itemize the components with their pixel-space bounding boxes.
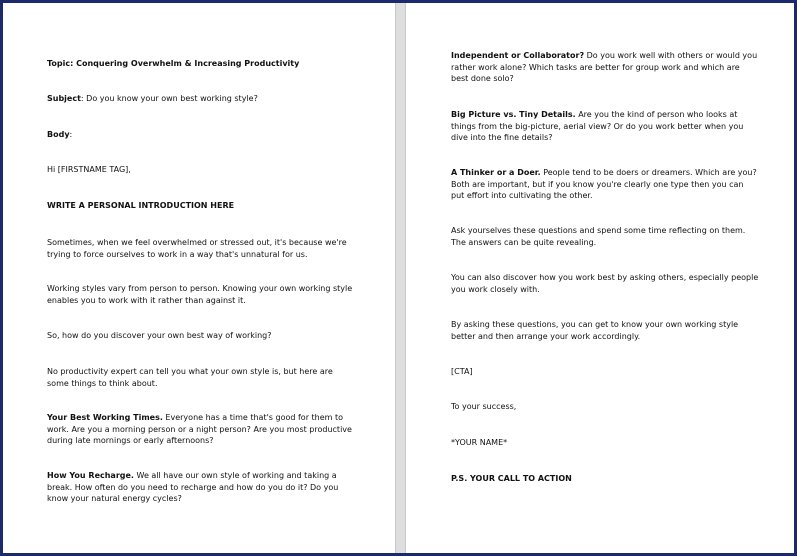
thinker-text: People tend to be doers or dreamers. Which are you? Both are important, but if you know you're clearly one type then you can put effort into cultivating the other.	[451, 168, 757, 200]
paragraph-asking: By asking these questions, you can get to know your own working style better and then arrange your work accordingly.	[451, 320, 739, 341]
working-times-section	[47, 412, 357, 447]
subject-label: Subject	[47, 94, 81, 103]
big-picture-text: Are you the kind of person who looks at things from the big-picture, aerial view? Or do you work better when you dive into the fine details?	[451, 110, 744, 142]
subject-text: : Do you know your own best working style?	[80, 94, 258, 103]
topic-line: Topic: Conquering Overwhelm & Increasing Productivity	[47, 59, 300, 68]
body-colon: :	[69, 130, 73, 139]
signoff: To your success,	[451, 402, 517, 411]
thinker-heading: A Thinker or a Doer.	[451, 168, 541, 177]
page-gutter	[395, 3, 406, 553]
paragraph-2: Working styles vary from person to person. Knowing your own working style enables you to work with it rather than against it.	[47, 284, 353, 305]
page-left	[3, 3, 395, 553]
greeting: Hi [FIRSTNAME TAG],	[47, 165, 131, 174]
thinker-section	[451, 167, 759, 202]
independent-heading: Independent or Collaborator?	[451, 51, 585, 60]
recharge-text: We all have our own style of working and taking a break. How often do you need to recharge and how do you do it? Do you know your natural energy cycles?	[47, 471, 339, 503]
big-picture-section	[451, 109, 759, 144]
paragraph-3: So, how do you discover your own best way of working?	[47, 331, 272, 340]
working-times-text: Everyone has a time that's good for them to work. Are you a morning person or a night person? Are you most productive during late mornings or early afternoons?	[47, 413, 352, 445]
your-name-placeholder: *YOUR NAME*	[451, 438, 508, 447]
independent-section	[451, 50, 759, 85]
independent-text: Do you work well with others or would you rather work alone? Which tasks are better for group work and which are best done solo?	[451, 51, 758, 83]
page-right	[406, 3, 794, 553]
cta-placeholder: [CTA]	[451, 367, 473, 376]
paragraph-others: You can also discover how you work best by asking others, especially people you work closely with.	[451, 273, 759, 294]
body-label: Body	[47, 130, 70, 139]
recharge-section	[47, 470, 357, 505]
paragraph-1: Sometimes, when we feel overwhelmed or stressed out, it's because we're trying to force ourselves to work in a way that's unnatural for us.	[47, 238, 347, 259]
ps-call-to-action: P.S. YOUR CALL TO ACTION	[451, 474, 572, 483]
working-times-heading: Your Best Working Times.	[47, 413, 163, 422]
paragraph-ask: Ask yourselves these questions and spend some time reflecting on them. The answers can be quite revealing.	[451, 226, 746, 247]
body-line	[47, 129, 357, 141]
subject-line	[47, 93, 357, 105]
intro-placeholder: WRITE A PERSONAL INTRODUCTION HERE	[47, 201, 235, 210]
paragraph-4: No productivity expert can tell you what your own style is, but here are some things to think about.	[47, 367, 333, 388]
recharge-heading: How You Recharge.	[47, 471, 134, 480]
big-picture-heading: Big Picture vs. Tiny Details.	[451, 110, 576, 119]
